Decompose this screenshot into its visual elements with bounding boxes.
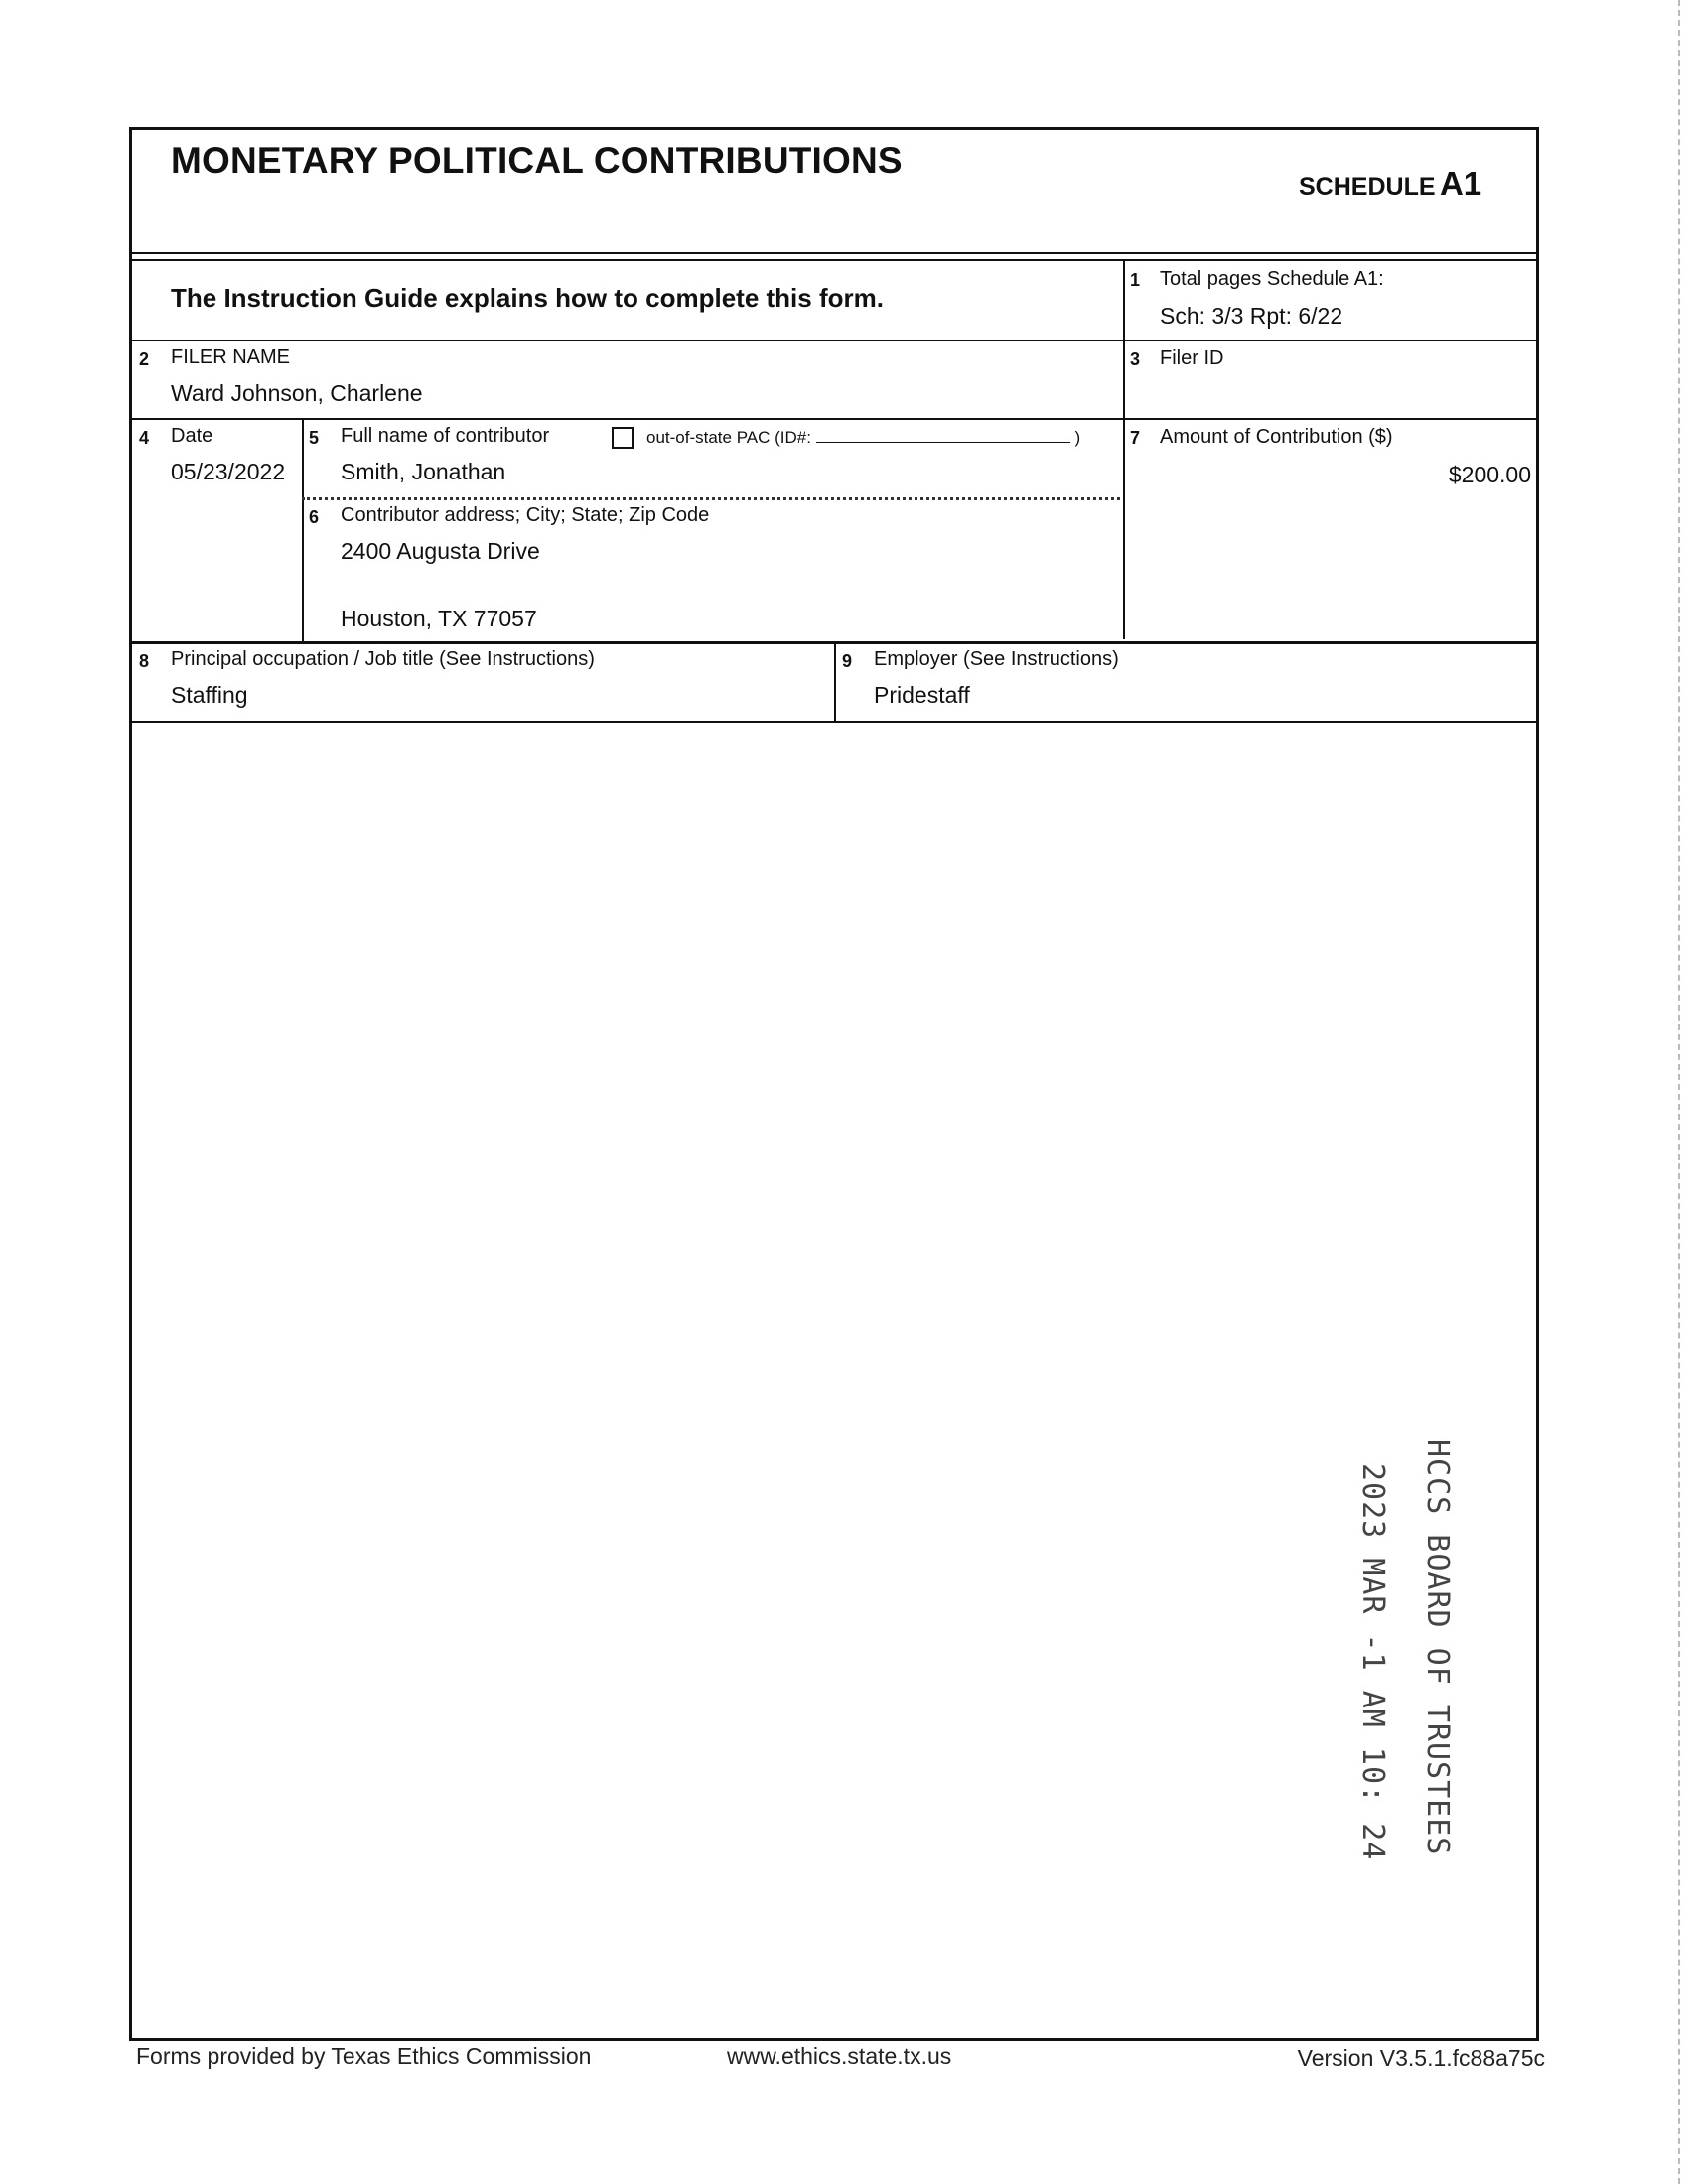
schedule-label: SCHEDULE (1299, 173, 1436, 201)
row-divider-1 (129, 340, 1539, 341)
header-divider-bottom (129, 259, 1539, 261)
field6-label: Contributor address; City; State; Zip Code (341, 504, 710, 526)
right-column-divider (1123, 259, 1125, 639)
field9-label: Employer (See Instructions) (874, 648, 1119, 670)
form-border (129, 127, 1539, 2041)
field9-number: 9 (842, 651, 853, 671)
total-pages-value: Sch: 3/3 Rpt: 6/22 (1160, 303, 1343, 329)
field1-number: 1 (1130, 270, 1141, 290)
pac-id-blank (816, 428, 1070, 443)
contributor-dotted-divider (302, 497, 1120, 500)
field6-number: 6 (309, 507, 320, 527)
field3-label: Filer ID (1160, 347, 1224, 369)
schedule-label-group (1299, 165, 1481, 203)
field4-label: Date (171, 425, 213, 447)
pac-id-label: out-of-state PAC (ID#: (646, 428, 811, 447)
pac-id-line (646, 428, 1091, 448)
field3-number: 3 (1130, 349, 1141, 369)
scan-edge-marks (1678, 0, 1680, 2184)
footer-provider: Forms provided by Texas Ethics Commission (136, 2043, 592, 2069)
field4-number: 4 (139, 428, 150, 448)
row-divider-4 (129, 721, 1539, 723)
field5-number: 5 (309, 428, 320, 448)
field2-number: 2 (139, 349, 150, 369)
employer-value: Pridestaff (874, 682, 970, 708)
date-value: 05/23/2022 (171, 459, 286, 484)
row-divider-2 (129, 418, 1539, 420)
field7-label: Amount of Contribution ($) (1160, 426, 1393, 448)
date-column-divider (302, 418, 304, 641)
received-stamp-line1: HCCS BOARD OF TRUSTEES (1420, 1439, 1455, 1856)
address-line1: 2400 Augusta Drive (341, 538, 540, 564)
header-divider-top (129, 252, 1539, 254)
field8-number: 8 (139, 651, 150, 671)
instruction-text: The Instruction Guide explains how to complete this form. (171, 283, 884, 313)
schedule-code: A1 (1439, 165, 1482, 202)
received-stamp-line2: 2023 MAR -1 AM 10: 24 (1355, 1463, 1390, 1861)
field8-label: Principal occupation / Job title (See Instructions) (171, 648, 595, 670)
occupation-value: Staffing (171, 682, 248, 708)
footer-version: Version V3.5.1.fc88a75c (1297, 2045, 1545, 2071)
field5-label: Full name of contributor (341, 425, 550, 447)
footer-website[interactable]: www.ethics.state.tx.us (727, 2043, 952, 2069)
field1-label: Total pages Schedule A1: (1160, 268, 1384, 290)
form-title: MONETARY POLITICAL CONTRIBUTIONS (171, 140, 903, 181)
filer-name-value: Ward Johnson, Charlene (171, 380, 423, 406)
address-line2: Houston, TX 77057 (341, 606, 537, 631)
amount-value: $200.00 (1448, 462, 1531, 487)
contributor-name-value: Smith, Jonathan (341, 459, 506, 484)
occupation-column-divider (834, 641, 836, 721)
field7-number: 7 (1130, 428, 1141, 448)
field2-label: FILER NAME (171, 346, 291, 368)
pac-id-close: ) (1074, 428, 1081, 447)
out-of-state-pac-checkbox[interactable] (612, 427, 634, 449)
